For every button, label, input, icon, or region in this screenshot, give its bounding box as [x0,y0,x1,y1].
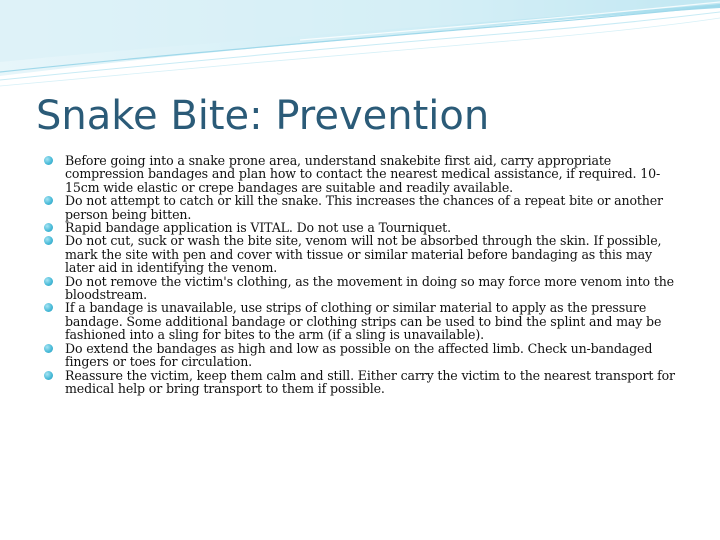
list-item [44,194,684,221]
bullet-text: Do not remove the victim's clothing, as the movement in doing so may force more venom into the bloodstream. [65,273,674,303]
bullet-text: Do not attempt to catch or kill the snake. This increases the chances of a repeat bite or another person being bitten. [65,193,663,222]
bullet-list [44,154,684,395]
bullet-icon [44,277,53,286]
list-item [44,234,684,274]
bullet-icon [44,303,53,312]
bullet-icon [44,196,53,205]
header-wave-decoration [0,0,720,90]
list-item [44,369,684,396]
bullet-text: Reassure the victim, keep them calm and still. Either carry the victim to the nearest transport for medical help or bring transport to them if possible. [65,367,675,396]
list-item [44,154,684,194]
bullet-text: Do extend the bandages as high and low as possible on the affected limb. Check un-bandaged fingers or toes for circulation. [65,340,653,370]
bullet-icon [44,236,53,245]
list-item [44,275,684,302]
bullet-icon [44,223,53,232]
list-item [44,221,684,234]
bullet-icon [44,371,53,380]
bullet-text: Do not cut, suck or wash the bite site, venom will not be absorbed through the skin. If possible, mark the site with pen and cover with tissue or similar material before bandaging as this may later aid in identifying the venom. [65,233,662,276]
slide-title: Snake Bite: Prevention [36,93,490,139]
list-item [44,342,684,369]
bullet-text: If a bandage is unavailable, use strips of clothing or similar material to apply as the pressure bandage. Some additional bandage or clothing strips can be used to bind the splint and may be fashioned into a sling for bites to the arm (if a sling is unavailable). [65,300,662,343]
list-item [44,301,684,341]
bullet-icon [44,156,53,165]
bullet-icon [44,344,53,353]
bullet-text: Rapid bandage application is VITAL. Do not use a Tourniquet. [65,220,451,236]
bullet-text: Before going into a snake prone area, understand snakebite first aid, carry appropriate compression bandages and plan how to contact the nearest medical assistance, if required. 10-15cm wide elastic or crepe bandages are suitable and readily available. [65,153,661,195]
